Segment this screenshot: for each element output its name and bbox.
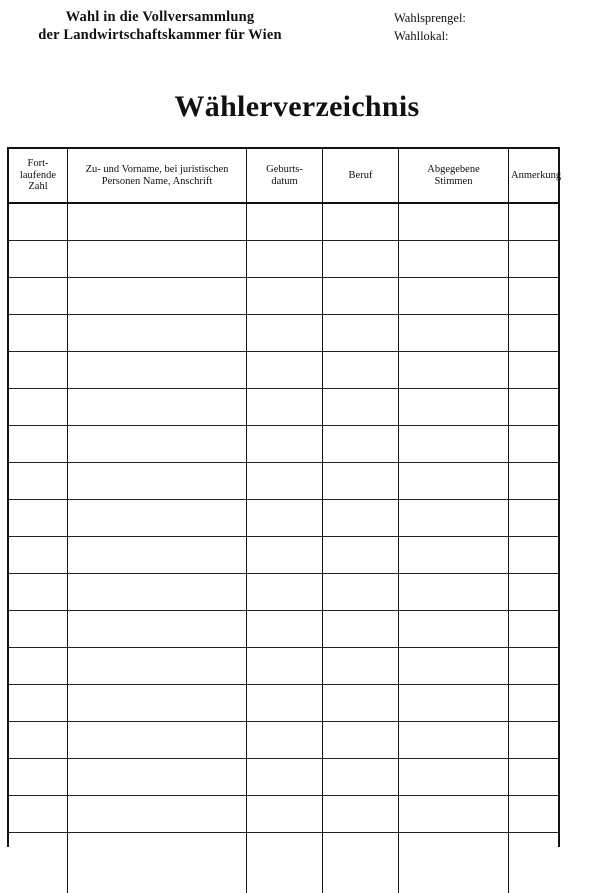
table-cell[interactable] (247, 759, 323, 796)
table-cell[interactable] (399, 537, 509, 574)
table-cell[interactable] (323, 648, 399, 685)
table-cell[interactable] (68, 389, 247, 426)
table-cell[interactable] (9, 203, 68, 241)
table-cell[interactable] (68, 648, 247, 685)
table-cell[interactable] (509, 574, 559, 611)
column-header-votes-cast (399, 149, 509, 203)
table-row (9, 389, 558, 426)
column-header-text: Zahl (28, 181, 47, 192)
column-header-text: laufende (20, 170, 56, 181)
table-cell[interactable] (509, 648, 559, 685)
table-cell[interactable] (509, 759, 559, 796)
table-row (9, 537, 558, 574)
table-cell[interactable] (9, 352, 68, 389)
table-cell[interactable] (9, 278, 68, 315)
table-cell[interactable] (323, 315, 399, 352)
table-cell[interactable] (9, 648, 68, 685)
page-title: Wählerverzeichnis (0, 90, 594, 124)
table-cell[interactable] (323, 574, 399, 611)
table-cell[interactable] (509, 722, 559, 759)
table-cell[interactable] (9, 463, 68, 500)
table-cell[interactable] (323, 759, 399, 796)
table-cell[interactable] (9, 315, 68, 352)
table-cell[interactable] (399, 574, 509, 611)
table-cell[interactable] (399, 685, 509, 722)
table-row (9, 241, 558, 278)
column-header-text: Beruf (349, 170, 373, 181)
table-cell[interactable] (9, 537, 68, 574)
table-cell[interactable] (399, 389, 509, 426)
table-cell[interactable] (323, 389, 399, 426)
table-cell[interactable] (509, 463, 559, 500)
column-header-birthdate (247, 149, 323, 203)
table-cell[interactable] (247, 574, 323, 611)
header-line-1: Wahl in die Vollversammlung (10, 8, 310, 26)
table-cell[interactable] (68, 426, 247, 463)
column-header-text: Anmerkung (511, 170, 561, 181)
column-header-sequence-number (9, 149, 68, 203)
table-cell[interactable] (399, 833, 509, 893)
table-cell[interactable] (509, 796, 559, 833)
table-cell[interactable] (247, 611, 323, 648)
table-cell[interactable] (247, 389, 323, 426)
table-cell[interactable] (68, 203, 247, 241)
table-cell[interactable] (323, 833, 399, 893)
table-cell[interactable] (323, 685, 399, 722)
column-header-name (68, 149, 247, 203)
table-cell[interactable] (509, 352, 559, 389)
table-cell[interactable] (68, 796, 247, 833)
table-cell[interactable] (68, 352, 247, 389)
table-cell[interactable] (399, 648, 509, 685)
table-cell[interactable] (323, 426, 399, 463)
table-row (9, 611, 558, 648)
table-cell[interactable] (9, 833, 68, 893)
polling-info (394, 9, 466, 45)
table-cell[interactable] (9, 426, 68, 463)
table-row (9, 500, 558, 537)
table-body (9, 203, 558, 893)
table-cell[interactable] (323, 500, 399, 537)
table-cell[interactable] (68, 833, 247, 893)
table-cell[interactable] (9, 241, 68, 278)
table-cell[interactable] (323, 796, 399, 833)
table-cell[interactable] (9, 685, 68, 722)
table-cell[interactable] (247, 315, 323, 352)
column-header-text: Abgegebene (427, 164, 479, 175)
table-cell[interactable] (9, 759, 68, 796)
table-cell[interactable] (399, 426, 509, 463)
table-cell[interactable] (247, 352, 323, 389)
wahlsprengel-label: Wahlsprengel: (394, 9, 466, 27)
table-cell[interactable] (323, 203, 399, 241)
table-cell[interactable] (399, 352, 509, 389)
table-cell[interactable] (68, 241, 247, 278)
table-cell[interactable] (247, 203, 323, 241)
table-cell[interactable] (509, 685, 559, 722)
column-header-text: Stimmen (435, 176, 473, 187)
table-cell[interactable] (68, 500, 247, 537)
column-header-remarks (509, 149, 559, 203)
table-cell[interactable] (247, 833, 323, 893)
table-cell[interactable] (68, 611, 247, 648)
table-cell[interactable] (323, 722, 399, 759)
table-row (9, 463, 558, 500)
table-cell[interactable] (9, 389, 68, 426)
table-row (9, 426, 558, 463)
table-row (9, 315, 558, 352)
table-row (9, 352, 558, 389)
table-row (9, 574, 558, 611)
column-header-text: Geburts- (266, 164, 303, 175)
table-cell[interactable] (247, 722, 323, 759)
table-cell[interactable] (68, 315, 247, 352)
table-row (9, 278, 558, 315)
column-header-text: datum (271, 176, 297, 187)
column-header-occupation (323, 149, 399, 203)
table-cell[interactable] (399, 796, 509, 833)
table-cell[interactable] (323, 611, 399, 648)
table-cell[interactable] (9, 611, 68, 648)
table-cell[interactable] (247, 500, 323, 537)
table-cell[interactable] (247, 426, 323, 463)
table-cell[interactable] (323, 537, 399, 574)
table-cell[interactable] (68, 463, 247, 500)
table-row (9, 796, 558, 833)
table-cell[interactable] (247, 537, 323, 574)
table-cell[interactable] (509, 833, 559, 893)
table-row (9, 685, 558, 722)
table-cell[interactable] (399, 722, 509, 759)
table-cell[interactable] (247, 685, 323, 722)
table-cell[interactable] (9, 574, 68, 611)
table-row (9, 648, 558, 685)
table-cell[interactable] (247, 463, 323, 500)
table-cell[interactable] (247, 648, 323, 685)
voter-register-table (7, 147, 560, 847)
table-header-row (9, 149, 558, 203)
table-cell[interactable] (9, 722, 68, 759)
table-cell[interactable] (247, 278, 323, 315)
table-row (9, 833, 558, 893)
table-cell[interactable] (509, 278, 559, 315)
table-cell[interactable] (68, 722, 247, 759)
table-cell[interactable] (68, 537, 247, 574)
table-cell[interactable] (68, 574, 247, 611)
table-cell[interactable] (399, 759, 509, 796)
table-cell[interactable] (509, 241, 559, 278)
table-cell[interactable] (399, 500, 509, 537)
wahllokal-label: Wahllokal: (394, 27, 466, 45)
table-cell[interactable] (247, 241, 323, 278)
table-cell[interactable] (323, 463, 399, 500)
table-cell[interactable] (509, 537, 559, 574)
header-line-2: der Landwirtschaftskammer für Wien (10, 26, 310, 44)
table-cell[interactable] (9, 796, 68, 833)
table-cell[interactable] (399, 241, 509, 278)
table-cell[interactable] (323, 241, 399, 278)
column-header-text: Personen Name, Anschrift (102, 176, 213, 187)
table-cell[interactable] (68, 685, 247, 722)
table-row (9, 203, 558, 241)
table-cell[interactable] (509, 315, 559, 352)
table-cell[interactable] (247, 796, 323, 833)
table-cell[interactable] (509, 389, 559, 426)
column-header-text: Zu- und Vorname, bei juristischen (86, 164, 229, 175)
table-cell[interactable] (509, 611, 559, 648)
table-cell[interactable] (68, 278, 247, 315)
table-row (9, 722, 558, 759)
column-header-text: Fort- (28, 158, 49, 169)
table-cell[interactable] (9, 500, 68, 537)
table-cell[interactable] (323, 278, 399, 315)
table-cell[interactable] (399, 463, 509, 500)
table-cell[interactable] (399, 278, 509, 315)
table-cell[interactable] (399, 611, 509, 648)
table-cell[interactable] (323, 352, 399, 389)
table-cell[interactable] (399, 203, 509, 241)
table-cell[interactable] (68, 759, 247, 796)
table-cell[interactable] (509, 500, 559, 537)
table-cell[interactable] (399, 315, 509, 352)
table-cell[interactable] (509, 203, 559, 241)
table-row (9, 759, 558, 796)
form-header (10, 8, 310, 44)
table-cell[interactable] (509, 426, 559, 463)
